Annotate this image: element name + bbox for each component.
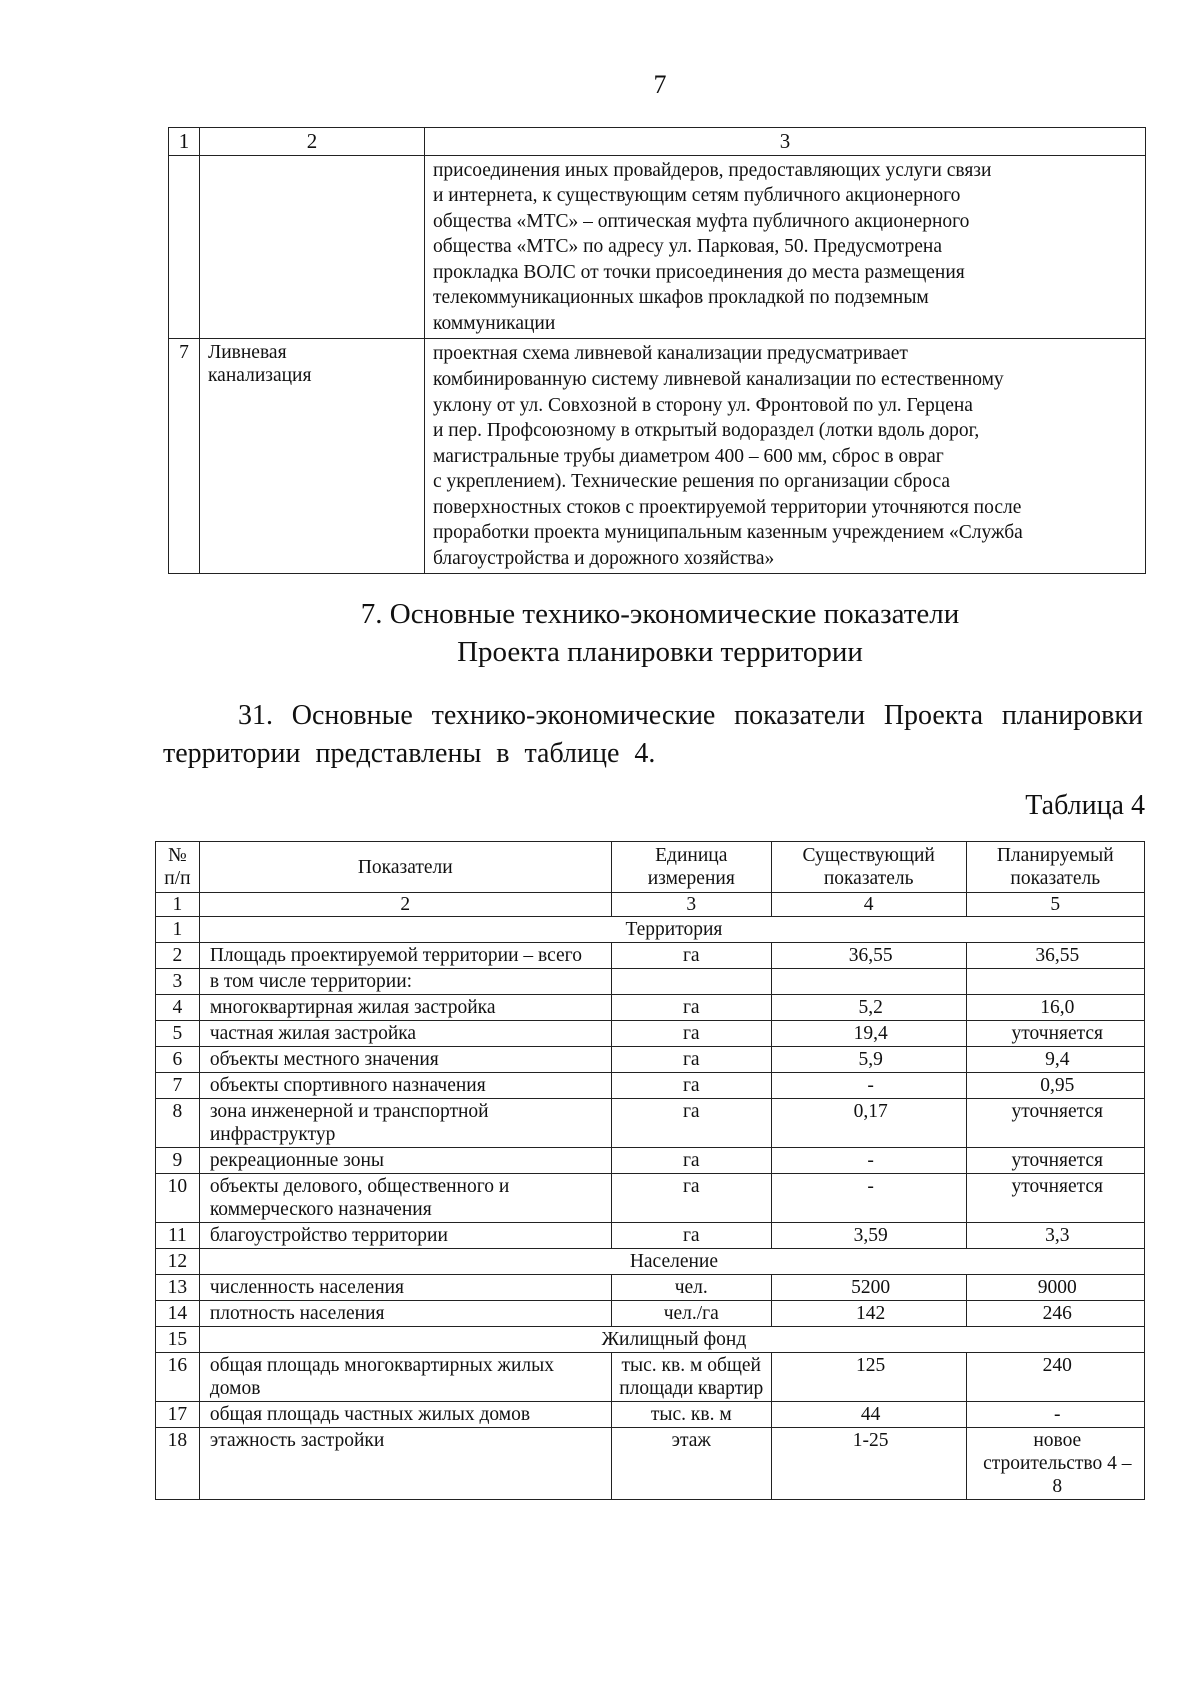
unit-cell: га (611, 1021, 771, 1047)
indicator-cell: плотность населения (199, 1301, 611, 1327)
planned-value-cell: уточняется (966, 1148, 1144, 1174)
section-row (156, 917, 1145, 943)
description-line: поверхностных стоков с проектируемой территории уточняются после (433, 496, 1022, 518)
infrastructure-table-continuation (168, 127, 1146, 574)
unit-cell: га (611, 1174, 771, 1223)
description-line: присоединения иных провайдеров, предоставляющих услуги связи (433, 159, 992, 181)
table-row (156, 1099, 1145, 1148)
row-number: 18 (156, 1428, 200, 1500)
unit-cell: га (611, 1047, 771, 1073)
row-number (169, 155, 200, 339)
header-planned: Планируемый показатель (966, 842, 1144, 893)
section-title: Территория (199, 917, 1144, 943)
table-row (156, 1353, 1145, 1402)
existing-value-cell: 0,17 (771, 1099, 966, 1148)
section-title-line-1: 7. Основные технико-экономические показатели (360, 598, 960, 630)
planned-value-cell: 9000 (966, 1275, 1144, 1301)
body-paragraph: 31. Основные технико-экономические показатели Проекта планировки территории представлены в таблице 4. (163, 700, 1143, 770)
existing-value-cell: 44 (771, 1402, 966, 1428)
existing-value-cell: - (771, 1073, 966, 1099)
table-row (169, 155, 1146, 339)
header-cell: 1 (169, 128, 200, 156)
row-number: 17 (156, 1402, 200, 1428)
existing-value-cell: 3,59 (771, 1223, 966, 1249)
row-number: 4 (156, 995, 200, 1021)
header-number: № п/п (156, 842, 200, 893)
header-cell: 3 (425, 128, 1146, 156)
indicator-cell: объекты местного значения (199, 1047, 611, 1073)
description-line: благоустройства и дорожного хозяйства» (433, 547, 775, 569)
section-title: Население (199, 1249, 1144, 1275)
unit-cell: га (611, 1073, 771, 1099)
planned-value-cell: уточняется (966, 1021, 1144, 1047)
row-description (425, 339, 1146, 574)
row-number: 6 (156, 1047, 200, 1073)
planned-value-cell: 36,55 (966, 943, 1144, 969)
section-row (156, 1327, 1145, 1353)
header-indicator: Показатели (199, 842, 611, 893)
row-number: 11 (156, 1223, 200, 1249)
section-heading (300, 596, 1020, 671)
planned-value-cell: 16,0 (966, 995, 1144, 1021)
planned-value-cell: 240 (966, 1353, 1144, 1402)
table-index-row (156, 893, 1145, 917)
indicator-cell: благоустройство территории (199, 1223, 611, 1249)
description-line: проектная схема ливневой канализации предусматривает (433, 343, 908, 365)
planned-value-cell: уточняется (966, 1174, 1144, 1223)
indicator-cell: численность населения (199, 1275, 611, 1301)
row-number: 7 (156, 1073, 200, 1099)
planned-value-cell: 0,95 (966, 1073, 1144, 1099)
indicator-cell: многоквартирная жилая застройка (199, 995, 611, 1021)
table-row (156, 995, 1145, 1021)
existing-value-cell (771, 969, 966, 995)
row-number: 3 (156, 969, 200, 995)
row-name (200, 339, 425, 574)
section-row (156, 1249, 1145, 1275)
table-row (156, 1301, 1145, 1327)
planned-value-cell: 9,4 (966, 1047, 1144, 1073)
index-cell: 2 (199, 893, 611, 917)
description-line: общества «МТС» – оптическая муфта публичного акционерного (433, 210, 970, 232)
unit-cell: га (611, 1099, 771, 1148)
indicator-cell: объекты делового, общественного и коммерческого назначения (199, 1174, 611, 1223)
page-number: 7 (653, 70, 667, 99)
table-header-row (156, 842, 1145, 893)
description-line: коммуникации (433, 312, 556, 334)
unit-cell: га (611, 943, 771, 969)
unit-cell: га (611, 1223, 771, 1249)
indicator-cell: этажность застройки (199, 1428, 611, 1500)
table-row (156, 943, 1145, 969)
unit-cell (611, 969, 771, 995)
row-number: 13 (156, 1275, 200, 1301)
description-line: с укреплением). Технические решения по организации сброса (433, 471, 951, 493)
table-row (156, 1073, 1145, 1099)
row-number: 12 (156, 1249, 200, 1275)
existing-value-cell: 125 (771, 1353, 966, 1402)
table-row (156, 1428, 1145, 1500)
section-title: Жилищный фонд (199, 1327, 1144, 1353)
indicator-cell: частная жилая застройка (199, 1021, 611, 1047)
indicators-table (155, 841, 1145, 1500)
planned-value-cell: 246 (966, 1301, 1144, 1327)
unit-cell: га (611, 995, 771, 1021)
row-number: 5 (156, 1021, 200, 1047)
table-row (169, 339, 1146, 574)
table-header-row (169, 128, 1146, 156)
row-number: 7 (169, 339, 200, 574)
row-number: 16 (156, 1353, 200, 1402)
section-title-line-2: Проекта планировки территории (457, 635, 863, 668)
indicator-cell: объекты спортивного назначения (199, 1073, 611, 1099)
existing-value-cell: 142 (771, 1301, 966, 1327)
header-unit: Единица измерения (611, 842, 771, 893)
planned-value-cell: новое строительство 4 – 8 (966, 1428, 1144, 1500)
row-number: 15 (156, 1327, 200, 1353)
name-line: канализация (208, 365, 312, 387)
row-description (425, 155, 1146, 339)
row-number: 8 (156, 1099, 200, 1148)
description-line: проработки проекта муниципальным казенным учреждением «Служба (433, 522, 1023, 544)
existing-value-cell: 5,9 (771, 1047, 966, 1073)
table-row (156, 1174, 1145, 1223)
indicator-cell: общая площадь многоквартирных жилых домов (199, 1353, 611, 1402)
index-cell: 3 (611, 893, 771, 917)
existing-value-cell: 19,4 (771, 1021, 966, 1047)
table-caption: Таблица 4 (1025, 790, 1145, 821)
unit-cell: тыс. кв. м (611, 1402, 771, 1428)
description-line: общества «МТС» по адресу ул. Парковая, 50. Предусмотрена (433, 236, 942, 258)
description-line: магистральные трубы диаметром 400 – 600 мм, сброс в овраг (433, 445, 944, 467)
planned-value-cell: уточняется (966, 1099, 1144, 1148)
row-number: 1 (156, 917, 200, 943)
header-existing: Существующий показатель (771, 842, 966, 893)
indicator-cell: Площадь проектируемой территории – всего (199, 943, 611, 969)
unit-cell: тыс. кв. м общей площади квартир (611, 1353, 771, 1402)
description-line: уклону от ул. Совхозной в сторону ул. Фронтовой по ул. Герцена (433, 394, 973, 416)
existing-value-cell: 5,2 (771, 995, 966, 1021)
unit-cell: чел. (611, 1275, 771, 1301)
table-row (156, 1402, 1145, 1428)
row-number: 14 (156, 1301, 200, 1327)
index-cell: 5 (966, 893, 1144, 917)
description-line: телекоммуникационных шкафов прокладкой по подземным (433, 287, 929, 309)
description-line: и пер. Профсоюзному в открытый водораздел (лотки вдоль дорог, (433, 420, 980, 442)
unit-cell: чел./га (611, 1301, 771, 1327)
planned-value-cell: - (966, 1402, 1144, 1428)
row-number: 10 (156, 1174, 200, 1223)
indicator-cell: зона инженерной и транспортной инфраструктур (199, 1099, 611, 1148)
unit-cell: этаж (611, 1428, 771, 1500)
table-row (156, 1275, 1145, 1301)
row-name (200, 155, 425, 339)
table-row (156, 1021, 1145, 1047)
row-number: 2 (156, 943, 200, 969)
indicator-cell: в том числе территории: (199, 969, 611, 995)
index-cell: 4 (771, 893, 966, 917)
header-cell: 2 (200, 128, 425, 156)
name-line: Ливневая (208, 342, 287, 364)
table-row (156, 1223, 1145, 1249)
indicator-cell: рекреационные зоны (199, 1148, 611, 1174)
row-number: 9 (156, 1148, 200, 1174)
existing-value-cell: 5200 (771, 1275, 966, 1301)
description-line: комбинированную систему ливневой канализации по естественному (433, 369, 1004, 391)
existing-value-cell: - (771, 1174, 966, 1223)
index-cell: 1 (156, 893, 200, 917)
table-row (156, 1148, 1145, 1174)
indicator-cell: общая площадь частных жилых домов (199, 1402, 611, 1428)
existing-value-cell: 36,55 (771, 943, 966, 969)
table-row (156, 969, 1145, 995)
planned-value-cell: 3,3 (966, 1223, 1144, 1249)
table-row (156, 1047, 1145, 1073)
existing-value-cell: - (771, 1148, 966, 1174)
existing-value-cell: 1-25 (771, 1428, 966, 1500)
planned-value-cell (966, 969, 1144, 995)
description-line: и интернета, к существующим сетям публичного акционерного (433, 185, 961, 207)
unit-cell: га (611, 1148, 771, 1174)
description-line: прокладка ВОЛС от точки присоединения до места размещения (433, 261, 965, 283)
